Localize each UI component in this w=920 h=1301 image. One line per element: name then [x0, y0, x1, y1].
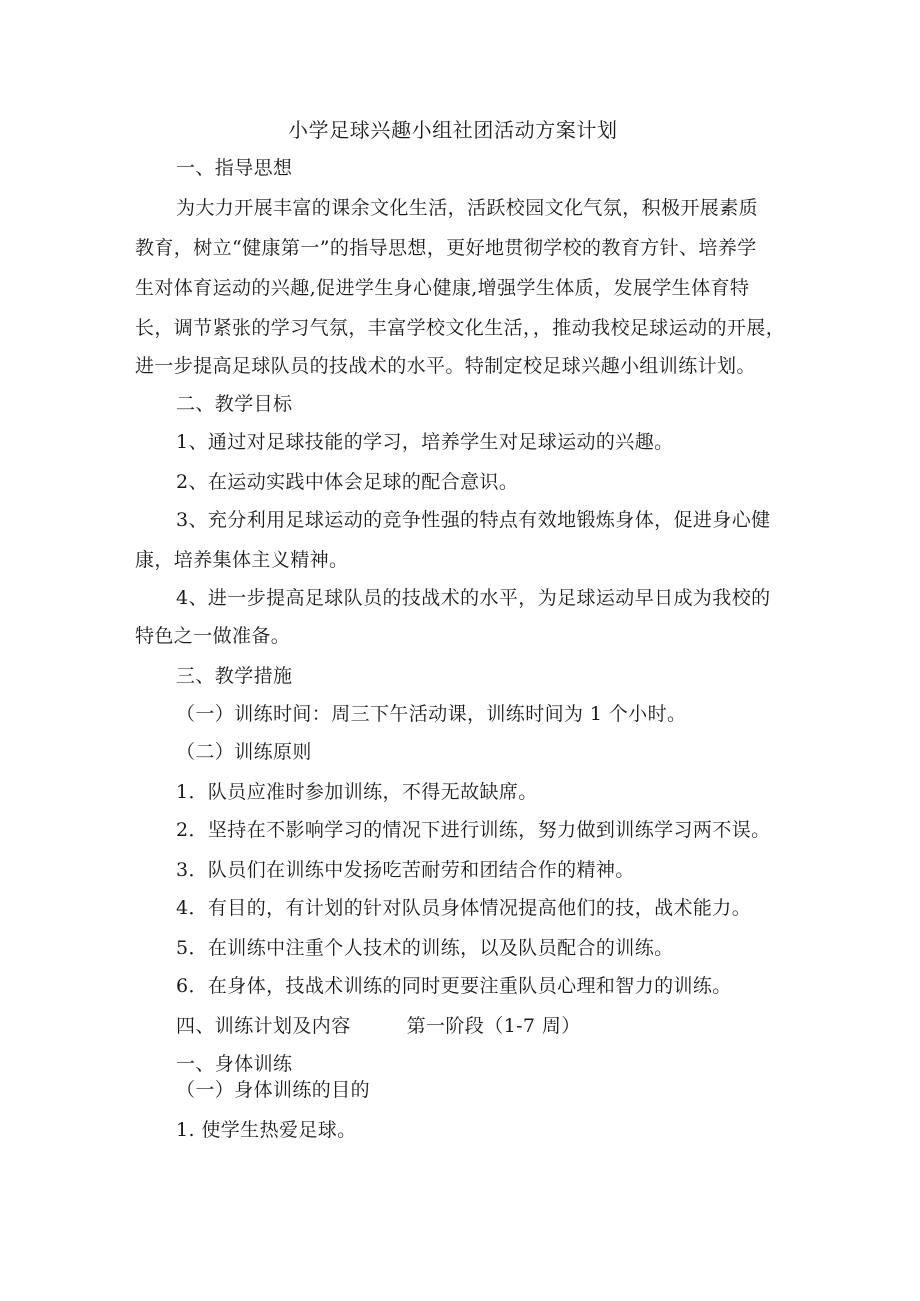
goal-item-3-line-1: 3、充分利用足球运动的竞争性强的特点有效地锻炼身体，促进身心健: [176, 509, 771, 531]
paragraph-line: 教育，树立“健康第一”的指导思想，更好地贯彻学校的教育方针、培养学: [135, 237, 757, 259]
goal-item-2: 2、在运动实践中体会足球的配合意识。: [176, 471, 519, 493]
goal-item-3-line-2: 康，培养集体主义精神。: [135, 549, 349, 571]
paragraph-line: 生对体育运动的兴趣,促进学生身心健康,增强学生体质，发展学生体育特: [135, 277, 750, 299]
goal-item-1: 1、通过对足球技能的学习，培养学生对足球运动的兴趣。: [176, 431, 674, 453]
physical-training-heading: 一、身体训练: [176, 1053, 293, 1075]
section-heading-guiding-ideology: 一、指导思想: [176, 157, 293, 179]
training-rule: 1．队员应准时参加训练，不得无故缺席。: [176, 781, 538, 803]
paragraph-line: 为大力开展丰富的课余文化生活，活跃校园文化气氛，积极开展素质: [176, 197, 759, 219]
training-rule: 5．在训练中注重个人技术的训练，以及队员配合的训练。: [176, 937, 674, 959]
section-heading-teaching-goals: 二、教学目标: [176, 393, 293, 415]
training-rule: 4．有目的，有计划的针对队员身体情况提高他们的技，战术能力。: [176, 897, 752, 919]
training-time: （一）训练时间：周三下午活动课，训练时间为 1 个小时。: [176, 703, 687, 725]
physical-training-purpose-heading: （一）身体训练的目的: [176, 1079, 371, 1101]
training-principles-heading: （二）训练原则: [176, 741, 312, 763]
stage-label: 第一阶段（1-7 周）: [406, 1015, 581, 1037]
section-heading-teaching-measures: 三、教学措施: [176, 665, 293, 687]
training-plan-label: 四、训练计划及内容: [176, 1015, 351, 1037]
goal-item-4-line-1: 4、进一步提高足球队员的技战术的水平，为足球运动早日成为我校的: [176, 587, 771, 609]
goal-item-4-line-2: 特色之一做准备。: [135, 625, 291, 647]
training-rule: 2．坚持在不影响学习的情况下进行训练，努力做到训练学习两不误。: [176, 819, 771, 841]
paragraph-line: 长，调节紧张的学习气氛，丰富学校文化生活，，推动我校足球运动的开展，: [135, 317, 786, 339]
training-rule: 3．队员们在训练中发扬吃苦耐劳和团结合作的精神。: [176, 859, 635, 881]
section-heading-training-plan: [176, 1014, 581, 1038]
document-title: 小学足球兴趣小组社团活动方案计划: [288, 118, 618, 142]
paragraph-line: 进一步提高足球队员的技战术的水平。特制定校足球兴趣小组训练计划。: [135, 355, 756, 377]
training-rule: 6．在身体，技战术训练的同时更要注重队员心理和智力的训练。: [176, 975, 732, 997]
purpose-point-1: 1. 使学生热爱足球。: [176, 1119, 357, 1141]
